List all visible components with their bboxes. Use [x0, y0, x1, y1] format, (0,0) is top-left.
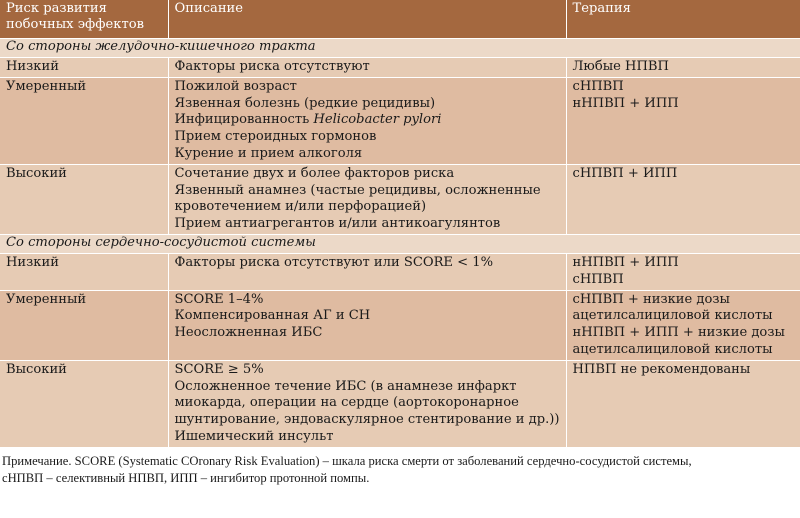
- therapy-line: сНПВП: [572, 271, 624, 287]
- therapy-cell: [566, 360, 800, 446]
- footnote: [0, 447, 800, 487]
- description-line: Инфицированность Helicobacter pylori: [174, 112, 442, 128]
- risk-cell: Высокий: [0, 164, 168, 234]
- therapy-line: ацетилсалициловой кислоты: [572, 308, 773, 324]
- risk-cell: Низкий: [0, 58, 168, 78]
- therapy-line: НПВП не рекомендованы: [572, 361, 751, 377]
- description-cell: [168, 58, 566, 78]
- description-line: миокарда, операции на сердце (аортокоронарное: [174, 395, 519, 411]
- therapy-line: нНПВП + ИПП: [572, 95, 679, 111]
- table-row: [0, 360, 800, 446]
- therapy-cell: [566, 253, 800, 290]
- footnote-line: сНПВП – селективный НПВП, ИПП – ингибитор протонной помпы.: [2, 470, 370, 485]
- description-line: Прием стероидных гормонов: [174, 129, 377, 145]
- description-line: Осложненное течение ИБС (в анамнезе инфаркт: [174, 378, 517, 394]
- description-line: кровотечением и/или перфорацией): [174, 199, 427, 215]
- description-line: Ишемический инсульт: [174, 428, 334, 444]
- description-line: Компенсированная АГ и СН: [174, 308, 371, 324]
- risk-cell: Умеренный: [0, 290, 168, 360]
- header-therapy: Терапия: [566, 0, 800, 39]
- table-row: [0, 164, 800, 234]
- description-cell: [168, 253, 566, 290]
- therapy-line: нНПВП + ИПП: [572, 254, 679, 270]
- table-header-row: [0, 0, 800, 39]
- therapy-line: ацетилсалициловой кислоты: [572, 341, 773, 357]
- species-name: Helicobacter pylori: [313, 112, 442, 128]
- section-row: [0, 234, 800, 253]
- therapy-line: сНПВП: [572, 78, 624, 94]
- table-row: [0, 77, 800, 164]
- description-line: SCORE ≥ 5%: [174, 361, 264, 377]
- therapy-cell: [566, 164, 800, 234]
- risk-cell: Умеренный: [0, 77, 168, 164]
- therapy-cell: [566, 58, 800, 78]
- description-line: Язвенный анамнез (частые рецидивы, осложненные: [174, 182, 541, 198]
- risk-cell: Высокий: [0, 360, 168, 446]
- description-cell: [168, 360, 566, 446]
- therapy-cell: [566, 77, 800, 164]
- therapy-line: сНПВП + низкие дозы: [572, 291, 730, 307]
- section-row: [0, 39, 800, 58]
- description-line: Курение и прием алкоголя: [174, 145, 363, 161]
- footnote-line: Примечание. SCORE (Systematic COronary Risk Evaluation) – шкала риска смерти от заболеваний сердечно-сосудистой системы,: [2, 453, 692, 468]
- description-line: Факторы риска отсутствуют: [174, 59, 370, 74]
- header-risk: Риск развития побочных эффектов: [0, 0, 168, 39]
- section-title: Со стороны желудочно-кишечного тракта: [0, 39, 800, 58]
- table-row: [0, 253, 800, 290]
- therapy-line: сНПВП + ИПП: [572, 165, 678, 181]
- table-row: [0, 290, 800, 360]
- description-cell: [168, 77, 566, 164]
- description-line: Неосложненная ИБС: [174, 325, 323, 341]
- description-cell: [168, 290, 566, 360]
- description-line: Факторы риска отсутствуют или SCORE < 1%: [174, 254, 494, 270]
- header-description: Описание: [168, 0, 566, 39]
- description-line: шунтирование, эндоваскулярное стентирование и др.)): [174, 412, 560, 428]
- description-line: Сочетание двух и более факторов риска: [174, 165, 455, 181]
- description-line: SCORE 1–4%: [174, 291, 264, 307]
- therapy-line: Любые НПВП: [572, 59, 669, 74]
- description-line: Язвенная болезнь (редкие рецидивы): [174, 95, 436, 111]
- section-title: Со стороны сердечно-сосудистой системы: [0, 234, 800, 253]
- risk-cell: Низкий: [0, 253, 168, 290]
- therapy-line: нНПВП + ИПП + низкие дозы: [572, 325, 785, 341]
- description-cell: [168, 164, 566, 234]
- therapy-cell: [566, 290, 800, 360]
- description-line: Пожилой возраст: [174, 78, 297, 94]
- description-line: Прием антиагрегантов и/или антикоагулянтов: [174, 216, 501, 232]
- table-row: [0, 58, 800, 78]
